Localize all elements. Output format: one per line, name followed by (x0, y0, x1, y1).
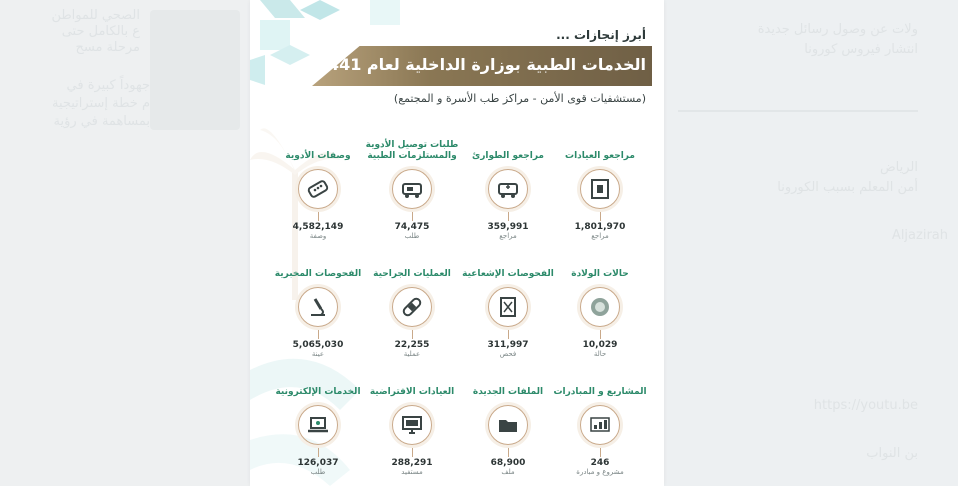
stat-connector (600, 447, 601, 457)
monitor-icon (401, 414, 423, 436)
folder-icon (497, 414, 519, 436)
ambulance-icon (497, 178, 519, 200)
radiology-icon (497, 296, 519, 318)
stat-icon-circle (488, 169, 528, 209)
stat-unit: طلب (310, 468, 326, 476)
stat-icon-circle (392, 169, 432, 209)
stat-icon-circle (580, 169, 620, 209)
stat-value: 22,255 (394, 340, 430, 350)
stat-label: وصفات الأدوية (285, 151, 351, 161)
stat-value: 4,582,149 (292, 222, 344, 232)
stat-value: 359,991 (487, 222, 529, 232)
stat-unit: مراجع (591, 232, 609, 240)
stat-unit: طلب (404, 232, 420, 240)
stat-value: 5,065,030 (292, 340, 344, 350)
stat-virtual-clinics (362, 374, 462, 476)
stat-unit: عملية (403, 350, 421, 358)
stat-label: المشاريع و المبادرات (553, 387, 647, 397)
stat-unit: عينة (311, 350, 325, 358)
stat-icon-circle (488, 405, 528, 445)
stat-icon-circle (392, 405, 432, 445)
background-text: أمن المعلم بسبب الكورونا (777, 180, 918, 195)
stat-icon-circle (298, 287, 338, 327)
page-title: الخدمات الطبية بوزارة الداخلية لعام 1441هـ (300, 55, 646, 74)
stat-e-services (268, 374, 368, 476)
stat-connector (508, 211, 509, 221)
background-text: جهوداً كبيرة في (66, 78, 150, 93)
stat-value: 288,291 (391, 458, 433, 468)
background-card (150, 10, 240, 130)
stat-connector (600, 329, 601, 339)
bandage-icon (401, 296, 423, 318)
stat-medicine-delivery (362, 138, 462, 240)
background-text: انتشار فيروس كورونا (804, 42, 918, 57)
stat-label: الفحوصات المخبرية (274, 269, 362, 279)
stat-unit: فحص (499, 350, 517, 358)
stat-value: 246 (590, 458, 610, 468)
stat-connector (508, 329, 509, 339)
background-divider (678, 110, 918, 112)
background-text: بمساهمة في رؤية (53, 114, 150, 129)
stat-clinic-visits (550, 138, 650, 240)
stat-icon-circle (298, 169, 338, 209)
microscope-icon (307, 296, 329, 318)
stat-unit: مراجع (499, 232, 517, 240)
stat-label: طلبات توصيل الأدوية والمستلزمات الطبية (365, 140, 459, 161)
stat-projects (550, 374, 650, 476)
stat-unit: مشروع و مبادرة (576, 468, 624, 476)
stat-value: 68,900 (490, 458, 526, 468)
background-right-panel (658, 0, 958, 486)
background-text: مرحلة مسح (75, 40, 140, 55)
stat-lab-tests (268, 256, 368, 358)
birth-icon (589, 296, 611, 318)
stat-label: العيادات الافتراضية (369, 387, 455, 397)
stat-label: حالات الولادة (571, 269, 629, 279)
pills-icon (307, 178, 329, 200)
stat-label: مراجعو العيادات (565, 151, 635, 161)
page-subtitle: (مستشفيات قوى الأمن - مراكز طب الأسرة و المجتمع) (393, 92, 646, 105)
stat-value: 1,801,970 (574, 222, 626, 232)
background-text: ولات عن وصول رسائل جديدة (757, 22, 918, 37)
delivery-icon (401, 178, 423, 200)
background-text: الصحي للمواطن (51, 8, 140, 23)
background-text: بن النواب (866, 446, 918, 461)
stat-connector (412, 329, 413, 339)
stat-icon-circle (580, 287, 620, 327)
background-text: م خطة إستراتيجية (51, 96, 150, 111)
stat-icon-circle (298, 405, 338, 445)
background-text: https://youtu.be (813, 398, 918, 413)
stat-value: 74,475 (394, 222, 430, 232)
stat-radiology (458, 256, 558, 358)
stat-surgeries (362, 256, 462, 358)
infographic-card (250, 0, 664, 486)
stat-connector (318, 329, 319, 339)
stat-connector (318, 447, 319, 457)
stat-value: 126,037 (297, 458, 339, 468)
stat-unit: ملف (501, 468, 515, 476)
header-kicker: أبرز إنجازات ... (556, 28, 646, 42)
stat-unit: وصفة (309, 232, 327, 240)
stat-label: الفحوصات الإشعاعية (462, 269, 554, 279)
clinic-icon (589, 178, 611, 200)
stat-icon-circle (580, 405, 620, 445)
stat-value: 10,029 (582, 340, 618, 350)
stat-prescriptions (268, 138, 368, 240)
stat-icon-circle (488, 287, 528, 327)
stat-connector (412, 447, 413, 457)
stat-births (550, 256, 650, 358)
stat-label: الملفات الجديدة (472, 387, 544, 397)
stat-icon-circle (392, 287, 432, 327)
stat-connector (318, 211, 319, 221)
stat-connector (508, 447, 509, 457)
laptop-icon (307, 414, 329, 436)
stat-unit: حالة (593, 350, 607, 358)
projects-icon (589, 414, 611, 436)
background-text: Aljazirah (891, 228, 948, 243)
stat-label: العمليات الجراحية (373, 269, 451, 279)
background-text: الرياض (879, 160, 918, 175)
stat-emergency-visits (458, 138, 558, 240)
stat-connector (600, 211, 601, 221)
stat-new-files (458, 374, 558, 476)
background-text: ع بالكامل حتى (61, 24, 140, 39)
stat-label: الخدمات الإلكترونية (275, 387, 361, 397)
stat-unit: مستفيد (401, 468, 423, 476)
stat-value: 311,997 (487, 340, 529, 350)
stat-connector (412, 211, 413, 221)
stat-label: مراجعو الطوارئ (472, 151, 544, 161)
background-left-panel (0, 0, 250, 486)
